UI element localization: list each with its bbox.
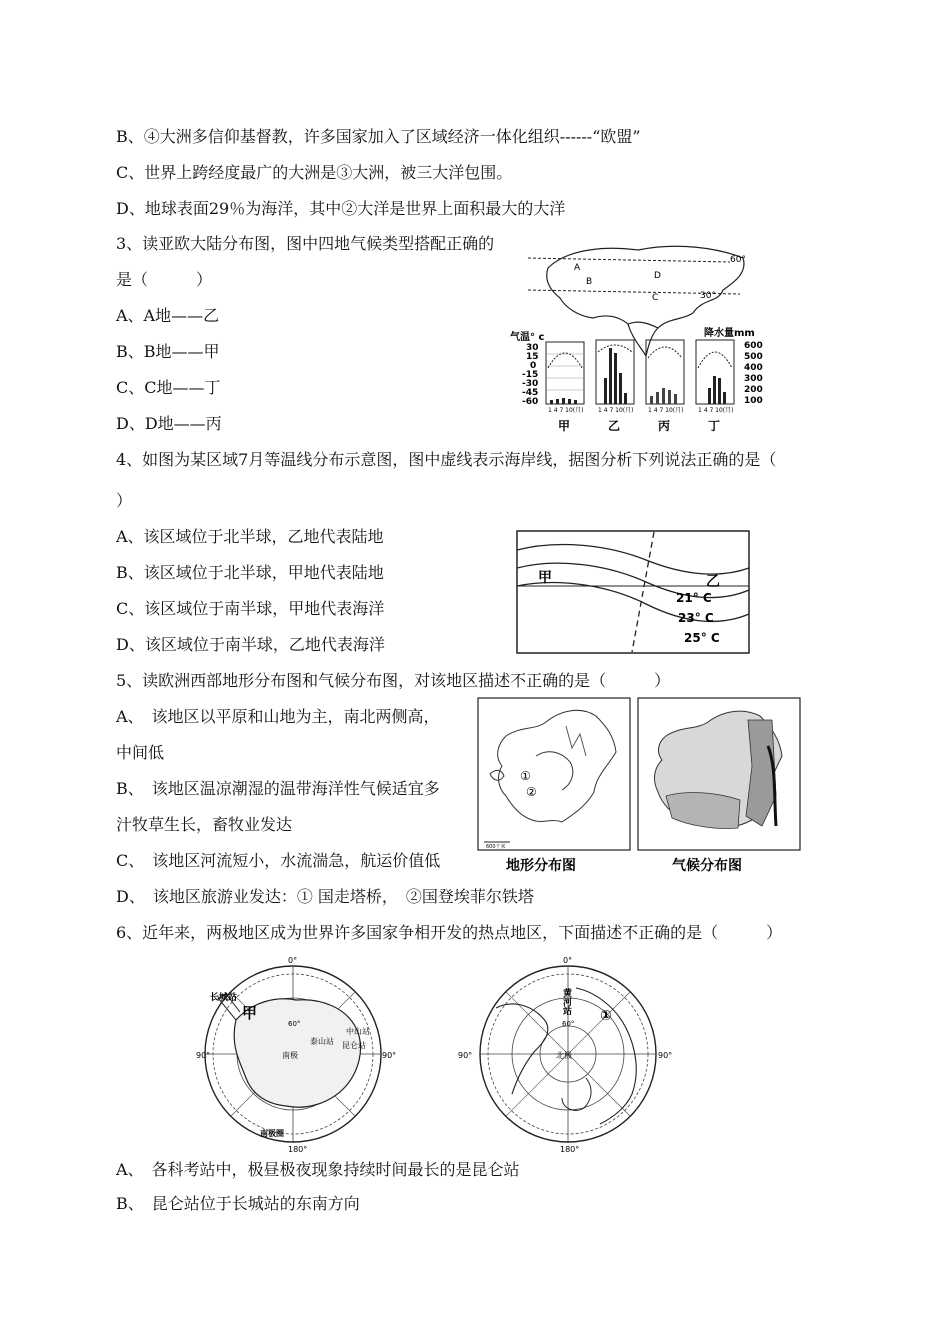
q3-stem-line2: 是（ ） [116,270,213,289]
q3-option-a: A、A地——乙 [116,306,220,325]
south-pole-label: 南极 [282,1051,298,1060]
polar-maps-figure [196,948,704,1156]
precip-axis-title: 降水量mm [704,328,755,339]
climate-chart-jia [546,342,584,404]
isotherm-yi-label: 乙 [706,574,720,590]
q4-option-d: D、该区域位于南半球，乙地代表海洋 [116,635,385,654]
huanghe-station-text: 黄河站 [561,988,571,1015]
q5-option-a-line2: 中间低 [116,743,165,762]
map-point-b: B [586,277,593,287]
q5-option-a-line1: A、 该地区以平原和山地为主，南北两侧高， [116,707,440,726]
isotherm-25-label: 25° C [684,631,720,645]
arctic-180-label: 180° [560,1145,580,1154]
month-ticks-yi: 1 4 7 10(月) [598,407,634,414]
q6-option-b: B、 昆仑站位于长城站的东南方向 [116,1194,360,1213]
arctic-0-label: 0° [563,956,573,965]
terrain-map-caption: 地形分布图 [506,858,576,874]
isotherm-jia-label: 甲 [538,570,552,586]
q4-option-a: A、该区域位于北半球，乙地代表陆地 [116,527,384,546]
month-ticks-jia: 1 4 7 10(月) [548,407,584,414]
arctic-90w-label: 90° [458,1051,473,1060]
climate-chart-yi [596,340,634,404]
precip-tick-labels [744,341,763,406]
europe-maps-figure [476,696,804,876]
precip-tick-500: 500 [744,352,763,362]
month-tick-labels [548,406,734,414]
antarctic-0-label: 0° [288,956,298,965]
antarctic-circle-label: 南极圈 [260,1129,284,1138]
map-point-a: A [574,263,581,273]
q5-option-c: C、 该地区河流短小，水流湍急，航运价值低 [116,851,441,870]
q3-option-b: B、B地——甲 [116,342,220,361]
precip-tick-200: 200 [744,385,763,395]
temp-tick-labels [522,343,539,407]
precip-tick-300: 300 [744,374,763,384]
q3-option-d: D、D地——丙 [116,414,222,433]
q4-stem-line1: 4、如图为某区域7月等温线分布示意图，图中虚线表示海岸线，据图分析下列说法正确的是（ [116,450,777,469]
antarctic-map [196,956,396,1154]
chart-label-jia: 甲 [558,419,571,433]
kunlun-station-label: 昆仑站 [342,1041,366,1050]
isotherm-23-label: 23° C [678,611,714,625]
q6-option-a: A、 各科考站中，极昼极夜现象持续时间最长的是昆仑站 [116,1160,520,1179]
temp-tick-m15: -15 [522,370,539,380]
temp-tick-m30: -30 [522,379,539,389]
climate-chart-bing [646,340,684,404]
temp-tick-0: 0 [530,361,537,371]
q5-option-b-line1: B、 该地区温凉潮湿的温带海洋性气候适宜多 [116,779,440,798]
q5-option-b-line2: 汁牧草生长，畜牧业发达 [116,815,293,834]
antarctic-180-label: 180° [288,1145,308,1154]
lat-30-label: 30° [700,291,716,301]
changcheng-station-label: 长城站 [210,993,238,1003]
taishan-station-label: 泰山站 [310,1037,334,1046]
arctic-map [458,956,672,1154]
antarctic-jia-label: 甲 [242,1004,258,1022]
q4-option-b: B、该区域位于北半球，甲地代表陆地 [116,563,384,582]
arctic-90e-label: 90° [658,1051,673,1060]
temp-tick-15: 15 [526,352,539,362]
q2-option-c: C、世界上跨经度最广的大洲是③大洲，被三大洋包围。 [116,163,513,182]
q2-option-d: D、地球表面29％为海洋，其中②大洋是世界上面积最大的大洋 [116,199,566,218]
temp-tick-m60: -60 [522,397,539,407]
zhongshan-station-label: 中山站 [346,1027,370,1036]
map-point-d: D [654,271,661,281]
climate-chart-ding [696,340,734,404]
q4-option-c: C、该区域位于南半球，甲地代表海洋 [116,599,385,618]
isotherm-figure [516,530,750,654]
precip-tick-100: 100 [744,396,763,406]
terrain-marker-2: ② [526,785,537,799]
isotherm-21-label: 21° C [676,591,712,605]
q3-option-c: C、C地——丁 [116,378,221,397]
q6-stem: 6、近年来，两极地区成为世界许多国家争相开发的热点地区，下面描述不正确的是（ ） [116,923,783,942]
month-ticks-ding: 1 4 7 10(月) [698,407,734,414]
north-pole-label: 北极 [556,1051,572,1060]
lat-60-label: 60° [730,255,746,265]
q3-stem-line1: 3、读亚欧大陆分布图，图中四地气候类型搭配正确的 [116,234,495,253]
antarctic-90w-label: 90° [196,1051,211,1060]
chart-labels [558,418,720,433]
temp-axis-title: 气温° c [510,332,545,343]
arctic-marker-1: ① [600,1008,612,1024]
arctic-60-label: 60° [562,1020,575,1028]
climate-map-caption: 气候分布图 [672,858,742,874]
huanghe-station-label [561,987,572,1016]
precip-tick-400: 400 [744,363,763,373]
terrain-marker-1: ① [520,769,531,783]
temp-tick-m45: -45 [522,388,539,398]
chart-label-bing: 丙 [658,419,671,433]
eurasia-climate-figure [508,228,770,438]
q5-stem: 5、读欧洲西部地形分布图和气候分布图，对该地区描述不正确的是（ ） [116,671,671,690]
precip-tick-600: 600 [744,341,763,351]
month-ticks-bing: 1 4 7 10(月) [648,407,684,414]
q4-stem-line2: ） [116,491,133,510]
map-point-c: C [652,293,659,303]
chart-label-ding: 丁 [708,419,721,433]
q5-option-d: D、 该地区旅游业发达：① 国走塔桥， ②国登埃菲尔铁塔 [116,887,534,906]
antarctic-60-label: 60° [288,1020,301,1028]
q2-option-b: B、④大洲多信仰基督教，许多国家加入了区域经济一体化组织------“欧盟” [116,127,641,146]
terrain-scale-label: 600千米 [486,844,506,850]
antarctic-90e-label: 90° [382,1051,397,1060]
temp-tick-30: 30 [526,343,539,353]
chart-label-yi: 乙 [608,419,621,433]
